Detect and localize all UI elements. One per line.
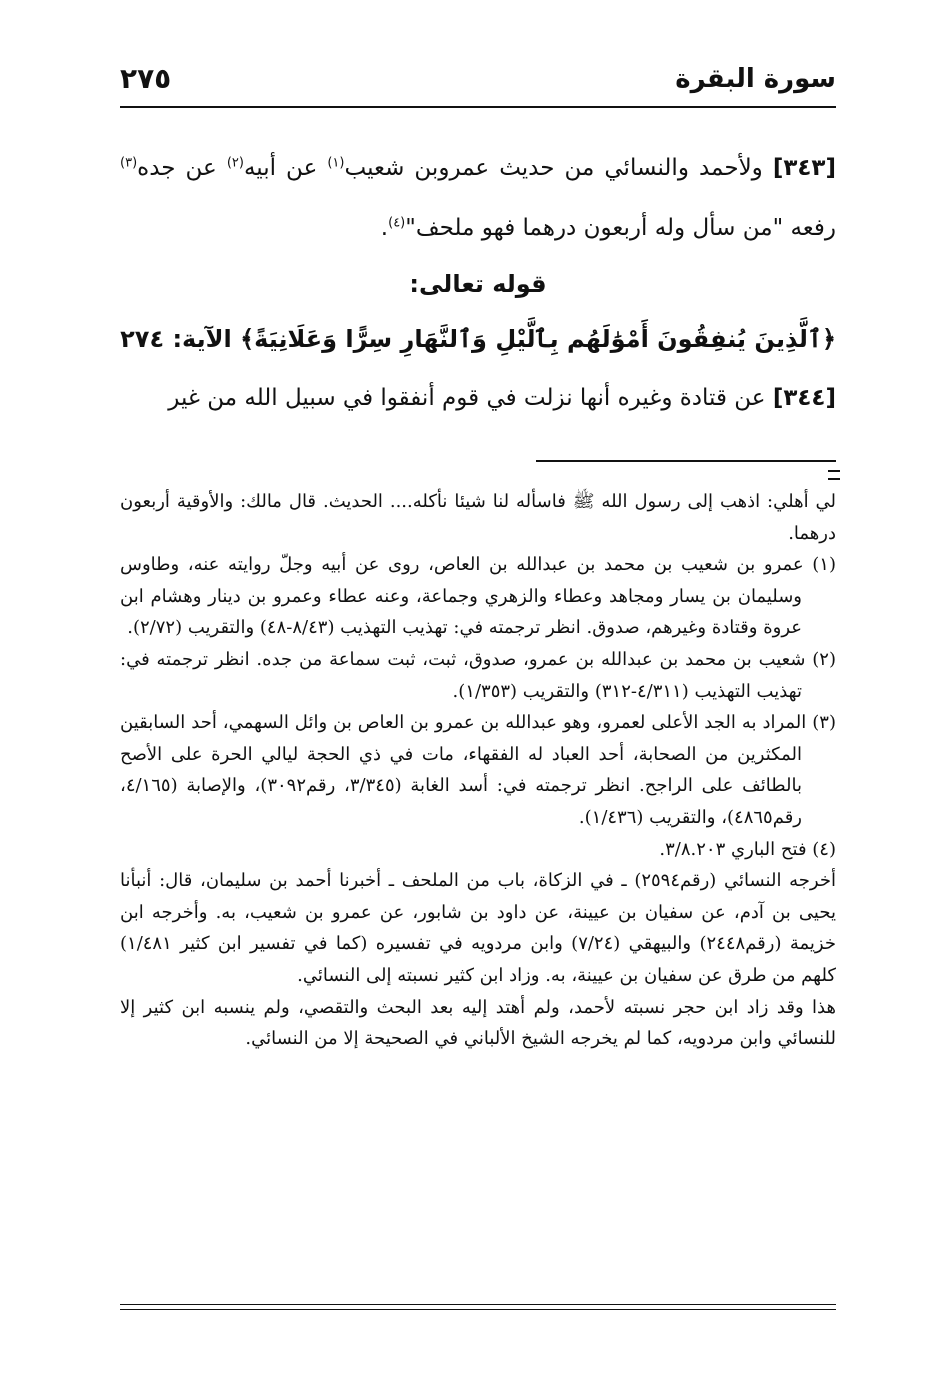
footnote-ref: (١): [327, 155, 345, 171]
hadith-number: [٣٤٣]: [772, 155, 836, 181]
hadith-343: [120, 138, 836, 258]
footnote-ref: (٣): [120, 155, 138, 171]
ayah-reference: الآية: ٢٧٤: [120, 325, 241, 353]
hadith-text: عن أبيه: [243, 155, 328, 181]
hadith-text: .: [380, 215, 389, 241]
footnote-ref: (٤): [388, 215, 406, 231]
footnote-separator: [536, 460, 836, 462]
footnote-2: (٢) شعيب بن محمد بن عبدالله بن عمرو، صدوق، ثبت، ثبت سماعة من جده. انظر ترجمته في: تهذيب التهذيب (٤/٣١١-٣١٢) والتقريب (١/٣٥٣).: [120, 648, 836, 702]
footnotes: [120, 486, 836, 1055]
hadith-text: ولأحمد والنسائي من حديث عمروبن شعيب: [344, 155, 773, 181]
footnote-1: (١) عمرو بن شعيب بن محمد بن عبدالله بن العاص، روى عن أبيه وجلّ روايته عنه، وطاوس وسليمان بن يسار ومجاهد وعطاء والزهري وجماعة، وعنه عطاء وعمرو بن دينار وهشام ابن عروة وقتادة وغيرهم، صدوق. انظر ترجمته في: تهذيب التهذيب (٨/٤٣-٤٨) والتقريب (٢/٧٢).: [120, 554, 836, 639]
footnote-ref: (٢): [226, 155, 244, 171]
ayah-text: ﴿ٱلَّذِينَ يُنفِقُونَ أَمْوَٰلَهُم بِٱلَّيْلِ وَٱلنَّهَارِ سِرًّا وَعَلَانِيَةً﴾: [240, 325, 836, 353]
footnote-3: (٣) المراد به الجد الأعلى لعمرو، وهو عبدالله بن عمرو بن العاص بن وائل السهمي، أحد السابقين المكثرين من الصحابة، أحد العباد له الفقهاء، مات في ذي الحجة ليالي الحرة على الأصح بالطائف على الراجح. انظر ترجمته في: أسد الغابة (٣/٣٤٥، رقم٣٠٩٢)، والإصابة (٤/١٦٥، رقم٤٨٦٥)، والتقريب (١/٤٣٦).: [120, 712, 836, 828]
hadith-text: عن جده: [137, 155, 227, 181]
takhrij-paragraph: هذا وقد زاد ابن حجر نسبته لأحمد، ولم أهتد إليه بعد البحث والتقصي، ولم ينسبه ابن كثير إلا للنسائي وابن مردويه، كما لم يخرجه الشيخ الألباني في الصحيحة إلا من النسائي.: [120, 996, 837, 1050]
hadith-344: [120, 368, 836, 428]
surah-title: سورة البقرة: [675, 64, 836, 94]
hadith-text: رفعه "من سأل وله أربعون درهما فهو ملحف": [405, 215, 836, 241]
page-header: [120, 62, 836, 108]
hadith-text: عن قتادة وغيره أنها نزلت في قوم أنفقوا في سبيل الله من غير: [168, 385, 773, 411]
quran-verse: [120, 310, 836, 368]
footnote-continuation: لي أهلي: اذهب إلى رسول الله ﷺ فاسأله لنا شيئا نأكله.... الحديث. قال مالك: والأوقية أربعون درهما.: [120, 491, 836, 544]
page-number: ٢٧٥: [120, 62, 172, 95]
section-heading: قوله تعالى:: [409, 270, 547, 298]
continuation-mark: [828, 470, 840, 480]
bottom-rule: [120, 1309, 836, 1310]
main-text: [120, 138, 836, 428]
header-divider: [120, 106, 836, 108]
bottom-rule: [120, 1304, 836, 1305]
footnote-4: (٤) فتح الباري ٣/٨.٢٠٣.: [659, 838, 836, 860]
hadith-number: [٣٤٤]: [772, 385, 836, 411]
takhrij-paragraph: أخرجه النسائي (رقم٢٥٩٤) ـ في الزكاة، باب من الملحف ـ أخبرنا أحمد بن سليمان، قال: أنبأنا يحيى بن آدم، عن سفيان بن عيينة، عن داود بن شابور، عن عمرو بن شعيب، به. وأخرجه ابن خزيمة (رقم٢٤٤٨) والبيهقي (٧/٢٤) وابن مردويه في تفسيره (كما في تفسير ابن كثير ١/٤٨١) كلهم من طرق عن سفيان بن عيينة، به. وزاد ابن كثير نسبته إلى النسائي.: [120, 870, 836, 986]
